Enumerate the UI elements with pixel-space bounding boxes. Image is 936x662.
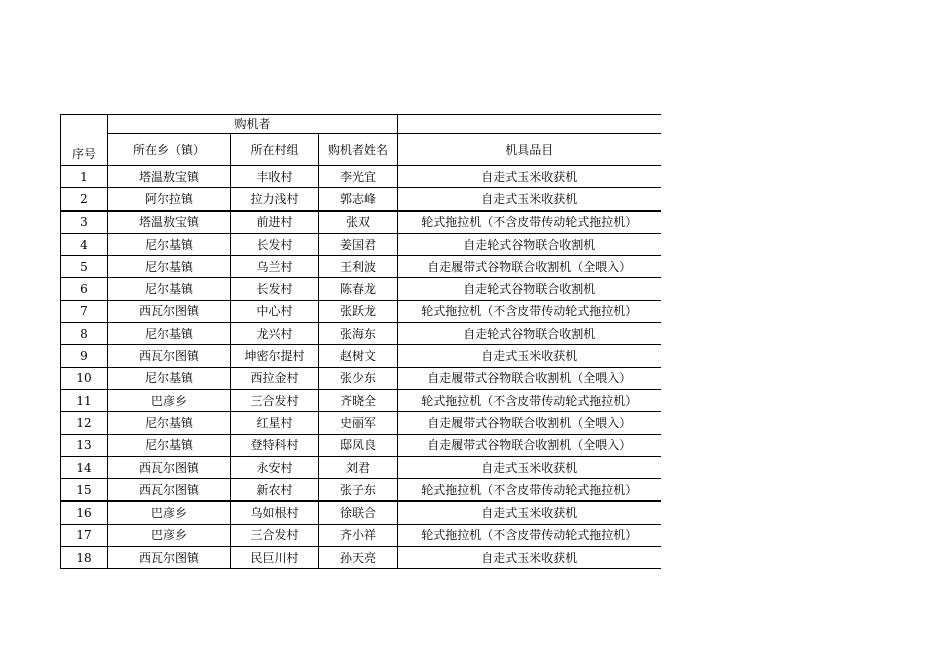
machine-cell: 轮式拖拉机（不含皮带传动轮式拖拉机） — [398, 300, 661, 322]
table-row — [61, 501, 661, 524]
seq-cell: 8 — [61, 323, 108, 345]
machine-cell: 自走式玉米收获机 — [398, 166, 661, 188]
name-cell: 齐晓全 — [319, 389, 398, 411]
village-header: 所在村组 — [231, 134, 319, 166]
seq-cell: 4 — [61, 233, 108, 255]
name-cell: 姜国君 — [319, 233, 398, 255]
town-cell: 尼尔基镇 — [108, 434, 231, 456]
table-row — [61, 456, 661, 478]
table-row — [61, 166, 661, 188]
town-cell: 塔温敖宝镇 — [108, 211, 231, 234]
table-row — [61, 188, 661, 211]
table-row — [61, 300, 661, 322]
seq-cell: 10 — [61, 367, 108, 389]
machine-cell: 自走式玉米收获机 — [398, 188, 661, 211]
village-cell: 永安村 — [231, 456, 319, 478]
machine-header: 机具品目 — [398, 134, 661, 166]
table-row — [61, 524, 661, 546]
table-row — [61, 345, 661, 367]
village-cell: 中心村 — [231, 300, 319, 322]
town-cell: 巴彦乡 — [108, 501, 231, 524]
village-cell: 长发村 — [231, 278, 319, 300]
town-cell: 尼尔基镇 — [108, 367, 231, 389]
seq-cell: 18 — [61, 547, 108, 569]
town-cell: 巴彦乡 — [108, 389, 231, 411]
town-cell: 西瓦尔图镇 — [108, 345, 231, 367]
table-row — [61, 367, 661, 389]
town-cell: 阿尔拉镇 — [108, 188, 231, 211]
table-row — [61, 479, 661, 502]
name-cell: 邸凤良 — [319, 434, 398, 456]
name-cell: 赵树文 — [319, 345, 398, 367]
table-row — [61, 233, 661, 255]
village-cell: 坤密尔提村 — [231, 345, 319, 367]
seq-cell: 15 — [61, 479, 108, 502]
table-row — [61, 278, 661, 300]
town-cell: 西瓦尔图镇 — [108, 479, 231, 502]
village-cell: 龙兴村 — [231, 323, 319, 345]
table-row — [61, 547, 661, 569]
village-cell: 登特科村 — [231, 434, 319, 456]
town-cell: 尼尔基镇 — [108, 323, 231, 345]
machine-cell: 自走轮式谷物联合收割机 — [398, 323, 661, 345]
seq-cell: 1 — [61, 166, 108, 188]
blank-header-cell — [398, 115, 661, 134]
table-row — [61, 412, 661, 434]
seq-cell: 2 — [61, 188, 108, 211]
town-cell: 塔温敖宝镇 — [108, 166, 231, 188]
town-cell: 尼尔基镇 — [108, 233, 231, 255]
machine-cell: 自走履带式谷物联合收割机（全喂入） — [398, 256, 661, 278]
machine-cell: 自走轮式谷物联合收割机 — [398, 278, 661, 300]
village-cell: 新农村 — [231, 479, 319, 502]
table-row — [61, 256, 661, 278]
name-cell: 陈春龙 — [319, 278, 398, 300]
machine-cell: 轮式拖拉机（不含皮带传动轮式拖拉机） — [398, 211, 661, 234]
village-cell: 西拉金村 — [231, 367, 319, 389]
seq-cell: 5 — [61, 256, 108, 278]
village-cell: 丰收村 — [231, 166, 319, 188]
machine-cell: 轮式拖拉机（不含皮带传动轮式拖拉机） — [398, 389, 661, 411]
machine-cell: 轮式拖拉机（不含皮带传动轮式拖拉机） — [398, 524, 661, 546]
machine-cell: 自走式玉米收获机 — [398, 501, 661, 524]
machine-cell: 自走履带式谷物联合收割机（全喂入） — [398, 434, 661, 456]
seq-cell: 16 — [61, 501, 108, 524]
machine-cell: 自走式玉米收获机 — [398, 547, 661, 569]
seq-header: 序号 — [61, 115, 108, 166]
town-cell: 西瓦尔图镇 — [108, 300, 231, 322]
seq-cell: 14 — [61, 456, 108, 478]
town-header: 所在乡（镇） — [108, 134, 231, 166]
name-cell: 刘君 — [319, 456, 398, 478]
village-cell: 拉力浅村 — [231, 188, 319, 211]
machine-cell: 自走履带式谷物联合收割机（全喂入） — [398, 412, 661, 434]
town-cell: 尼尔基镇 — [108, 278, 231, 300]
seq-cell: 12 — [61, 412, 108, 434]
village-cell: 乌如根村 — [231, 501, 319, 524]
village-cell: 前进村 — [231, 211, 319, 234]
table-row — [61, 434, 661, 456]
machine-cell: 自走履带式谷物联合收割机（全喂入） — [398, 367, 661, 389]
village-cell: 三合发村 — [231, 524, 319, 546]
buyer-table — [60, 114, 661, 569]
name-cell: 张子东 — [319, 479, 398, 502]
machine-cell: 自走式玉米收获机 — [398, 456, 661, 478]
header-row-2 — [61, 134, 661, 166]
name-cell: 李光宜 — [319, 166, 398, 188]
machine-cell: 轮式拖拉机（不含皮带传动轮式拖拉机） — [398, 479, 661, 502]
seq-cell: 9 — [61, 345, 108, 367]
seq-cell: 3 — [61, 211, 108, 234]
town-cell: 巴彦乡 — [108, 524, 231, 546]
village-cell: 乌兰村 — [231, 256, 319, 278]
name-cell: 张跃龙 — [319, 300, 398, 322]
name-cell: 孙天亮 — [319, 547, 398, 569]
village-cell: 三合发村 — [231, 389, 319, 411]
seq-cell: 11 — [61, 389, 108, 411]
seq-cell: 13 — [61, 434, 108, 456]
seq-cell: 7 — [61, 300, 108, 322]
machine-cell: 自走轮式谷物联合收割机 — [398, 233, 661, 255]
village-cell: 长发村 — [231, 233, 319, 255]
name-cell: 张双 — [319, 211, 398, 234]
village-cell: 民巨川村 — [231, 547, 319, 569]
header-row-1 — [61, 115, 661, 134]
name-header: 购机者姓名 — [319, 134, 398, 166]
name-cell: 史丽军 — [319, 412, 398, 434]
table-row — [61, 211, 661, 234]
machine-cell: 自走式玉米收获机 — [398, 345, 661, 367]
name-cell: 齐小祥 — [319, 524, 398, 546]
village-cell: 红星村 — [231, 412, 319, 434]
seq-cell: 17 — [61, 524, 108, 546]
table-row — [61, 389, 661, 411]
table-row — [61, 323, 661, 345]
name-cell: 徐联合 — [319, 501, 398, 524]
buyer-group-header: 购机者 — [108, 115, 398, 134]
name-cell: 郭志峰 — [319, 188, 398, 211]
name-cell: 张海东 — [319, 323, 398, 345]
name-cell: 张少东 — [319, 367, 398, 389]
seq-cell: 6 — [61, 278, 108, 300]
town-cell: 尼尔基镇 — [108, 256, 231, 278]
name-cell: 王利波 — [319, 256, 398, 278]
town-cell: 西瓦尔图镇 — [108, 547, 231, 569]
town-cell: 尼尔基镇 — [108, 412, 231, 434]
town-cell: 西瓦尔图镇 — [108, 456, 231, 478]
